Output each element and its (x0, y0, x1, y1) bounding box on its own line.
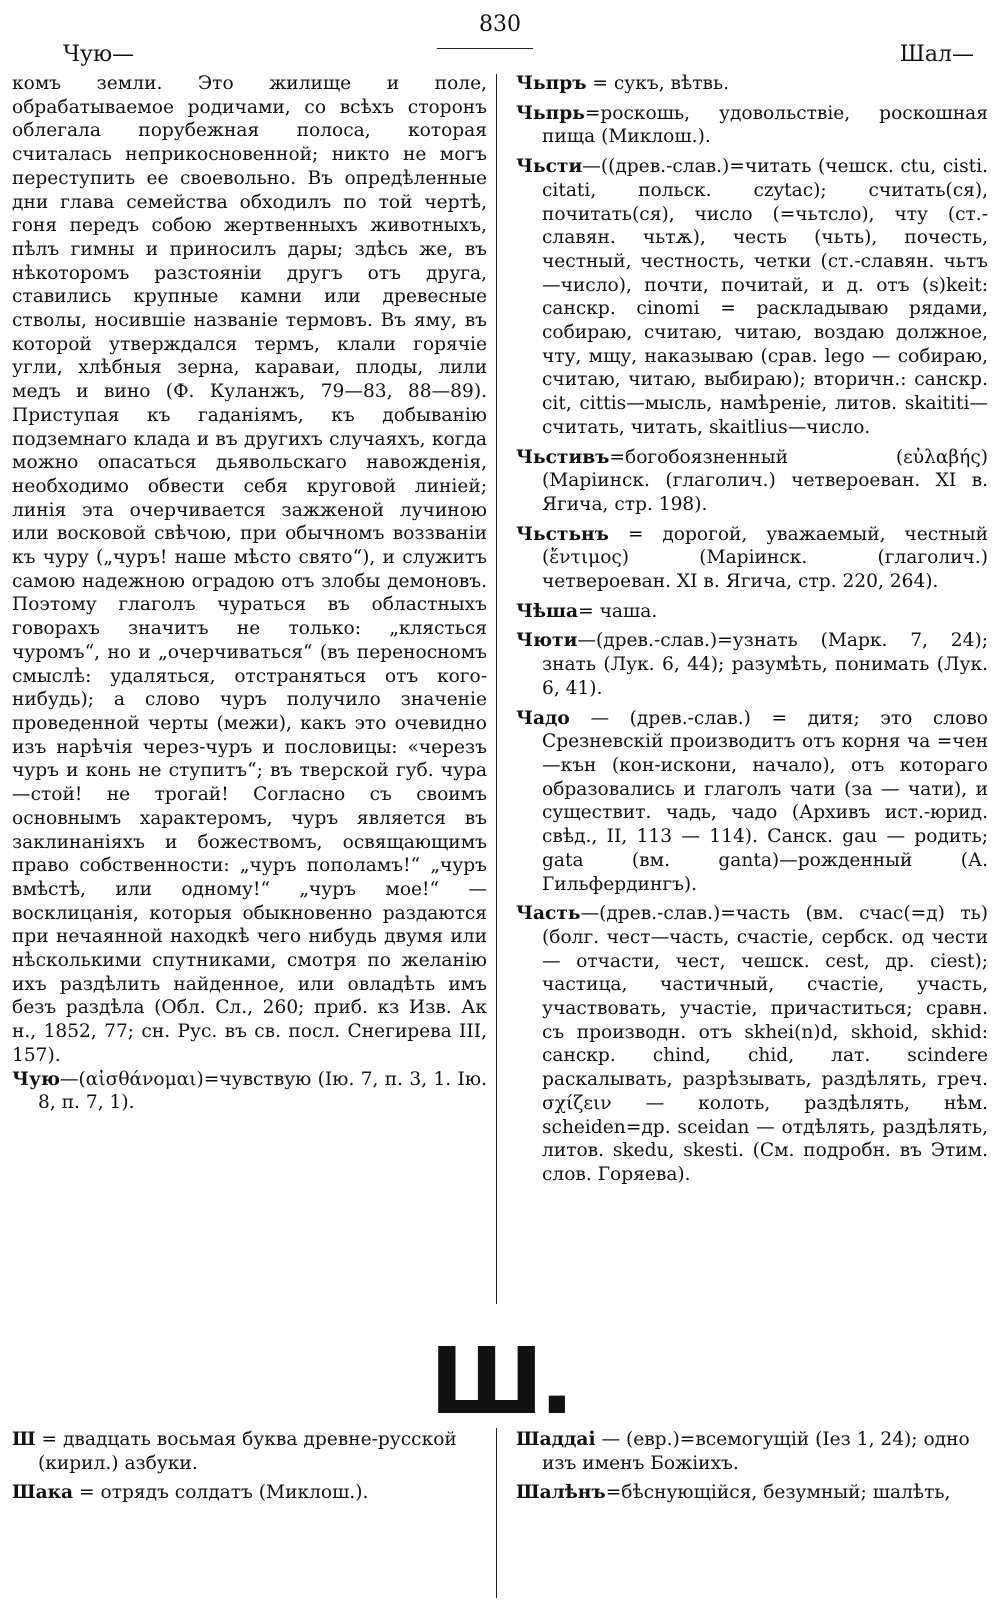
entry-text: = сукъ, вѣтвь. (586, 73, 729, 94)
entry-text: =роскошь, удовольствіе, роскошная пища (Миклош.). (542, 102, 988, 148)
dictionary-entry (516, 72, 988, 96)
entry-headword: Чьпръ (516, 73, 587, 94)
entry-headword: Шалѣнъ (516, 1482, 606, 1504)
dictionary-entry (516, 902, 988, 1186)
dictionary-entry (516, 1428, 988, 1475)
entry-text: = двадцать восьмая буква древне-русской (кирил.) азбуки. (35, 1429, 457, 1474)
page-number-rule (437, 48, 533, 49)
bottom-left-column (12, 1428, 487, 1511)
dictionary-entry (516, 523, 988, 594)
dictionary-entry (12, 1428, 487, 1475)
page-number: 830 (479, 12, 521, 37)
entry-headword: Чую (12, 1068, 60, 1090)
entry-text: —((древ.-слав.)=читать (чешск. ctu, cisti. citati, польск. czytac); считать(ся), почитать(ся), число (=чьтсло), чту (ст.-славян. чьтѫ), честь (чьть), почесть, честный, честность, четки (ст.-славян. чьтъ—число), почти, почитай, и д. отъ (s)keit: санскр. cinomi = раскладываю рядами, собираю, считаю, читаю, воздаю должное, чту, мщу, наказываю (срав. lego — собираю, считаю, читаю, выбираю); вторичн.: санскр. cit, cittis—мысль, намѣреніе, литов. skaititi—считать, читать, skaitlius—число. (542, 156, 988, 438)
bottom-right-column (516, 1428, 988, 1511)
entry-headword: Чьпрь (516, 102, 585, 124)
continued-paragraph: комъ земли. Это жилище и поле, обрабатываемое родичами, со всѣхъ сторонъ облегала порубежная полоса, которая считалась неприкосновенной; никто не могъ переступить ее своевольно. Въ опредѣленные дни глава семейства обходилъ по той чертѣ, гоня передъ собою жертвенныхъ животныхъ, пѣлъ гимны и приносилъ дары; здѣсь же, въ нѣкоторомъ разстояніи другъ отъ друга, ставились крупные камни или древесные стволы, носившіе названіе термовъ. Въ яму, въ которой утверждался термъ, клали горячіе угли, хлѣбныя зерна, караваи, плоды, лили медъ и вино (Ф. Куланжъ, 79—83, 88—89). Приступая къ гаданіямъ, къ добыванію подземнаго клада и въ другихъ случаяхъ, когда можно опасаться дьявольскаго навожденія, необходимо обвести себя круговой линіей; линія эта очерчивается зажженой лучиною или восковой свѣчою, при обычномъ воззваніи къ чуру („чуръ! наше мѣсто свято“), и служитъ самою надежною оградою отъ злобы демоновъ. Поэтому глаголъ чураться въ областныхъ говорахъ значитъ не только: „клясться чуромъ“, но и „очерчиваться“ (въ переносномъ смыслѣ: удаляться, отстраняться отъ кого-нибудь); а слово чуръ получило значеніе проведенной черты (межи), какъ это очевидно изъ нарѣчія через-чуръ и пословицы: «черезъ чуръ и конь не ступитъ“; въ тверской губ. чура—стой! не трогай! Согласно съ своимъ основнымъ характеромъ, чуръ является въ заклинаніяхъ и божествомъ, освящающимъ право собственности: „чуръ пополамъ!“ „чуръ вмѣстѣ, или одному!“ „чуръ мое!“ — восклицанія, которыя обыкновенно раздаются при нечаянной находкѣ чего нибудь двумя или нѣсколькими спутниками, смотря по желанію ихъ раздѣлить найденное, или овладѣть имъ безъ раздѣла (Обл. Сл., 260; приб. кз Изв. Ак н., 1852, 77; сн. Рус. въ св. посл. Снегирева III, 157). (12, 73, 487, 1066)
entry-text: — (евр.)=всемогущій (Iез 1, 24); одно изъ именъ Божіихъ. (542, 1429, 970, 1474)
entry-text: —(древ.-слав.)=узнать (Марк. 7, 24); знать (Лук. 6, 44); разумѣть, понимать (Лук. 6, 41). (542, 630, 988, 699)
entry-headword: Шака (12, 1482, 74, 1504)
entry-headword: Чьсти (516, 156, 583, 178)
entry-text: —(древ.-слав.)=часть (вм. счас(=д) ть) (болг. чест—часть, счастіе, сербск. од чести — отчасти, чест, чешск. cest, др. ciest); частица, частичный, счастіе, участь, участвовать, участіе, причаститься; сравн. съ производн. отъ skhei(n)d, skhoid, skhid: санскр. chind, chid, лат. scindere раскалывать, разрѣзывать, раздѣлять, греч. σχίζειν — колоть, раздѣлять, нѣм. scheiden=др. sceidan — отдѣлять, раздѣлять, литов. skedu, skesti. (См. подробн. въ Этим. слов. Горяева). (542, 903, 988, 1185)
dictionary-entry (516, 446, 988, 517)
right-column (516, 72, 988, 1193)
entry-text: =богобоязненный (εὐλαβής) (Маріинск. (глаголич.) четвероеван. XI в. Ягича, стр. 198). (542, 446, 988, 515)
running-head-left: Чую— (63, 42, 135, 67)
running-head-right: Шал— (899, 42, 974, 67)
dictionary-entry (12, 1068, 487, 1115)
entry-headword: Чадо (516, 707, 570, 729)
entry-text: = дорогой, уважаемый, честный (ἔντιμος) (Маріинск. (глаголич.) четвероеван. XI в. Ягича, стр. 220, 264). (542, 523, 988, 593)
dictionary-entry (12, 1481, 487, 1505)
dictionary-entry (516, 629, 988, 700)
entry-text: = чаша. (578, 600, 658, 622)
entry-headword: Чюти (516, 630, 578, 652)
dictionary-entry (516, 155, 988, 439)
entry-text: =бѣснующійся, безумный; шалѣть, (605, 1482, 951, 1504)
entry-headword: Чѣша (516, 600, 579, 622)
column-divider (496, 1428, 497, 1598)
left-column (12, 72, 487, 1121)
entry-headword: Шаддаі (516, 1429, 596, 1450)
entry-text: — (древ.-слав.) = дитя; это слово Срезневскій производитъ отъ корня ча =чен—кън (кон-искони, начало), отъ котораго образовались и глаголъ чати (за — чати), и существит. чадь, чадо (Архивъ ист.-юрид. свѣд., II, 113 — 114). Санск. gau — родить; gata (вм. ganta)—рожденный (А. Гильфердингъ). (542, 707, 988, 895)
page-header (0, 8, 1000, 68)
section-letter-heading: Ш. (429, 1328, 571, 1435)
column-divider (496, 74, 497, 1304)
dictionary-entry (516, 1481, 988, 1505)
entry-text: = отрядъ солдатъ (Миклош.). (73, 1482, 369, 1504)
entry-text: —(αἰσθάνομαι)=чувствую (Ію. 7, п. 3, 1. Ію. 8, п. 7, 1). (38, 1068, 487, 1114)
dictionary-entry (516, 600, 988, 624)
entry-headword: Ш (12, 1429, 36, 1450)
entry-headword: Чьстьнъ (516, 523, 609, 545)
dictionary-entry (516, 707, 988, 897)
entry-headword: Часть (516, 903, 581, 925)
dictionary-entry (516, 102, 988, 149)
entry-headword: Чьстивъ (516, 446, 610, 468)
